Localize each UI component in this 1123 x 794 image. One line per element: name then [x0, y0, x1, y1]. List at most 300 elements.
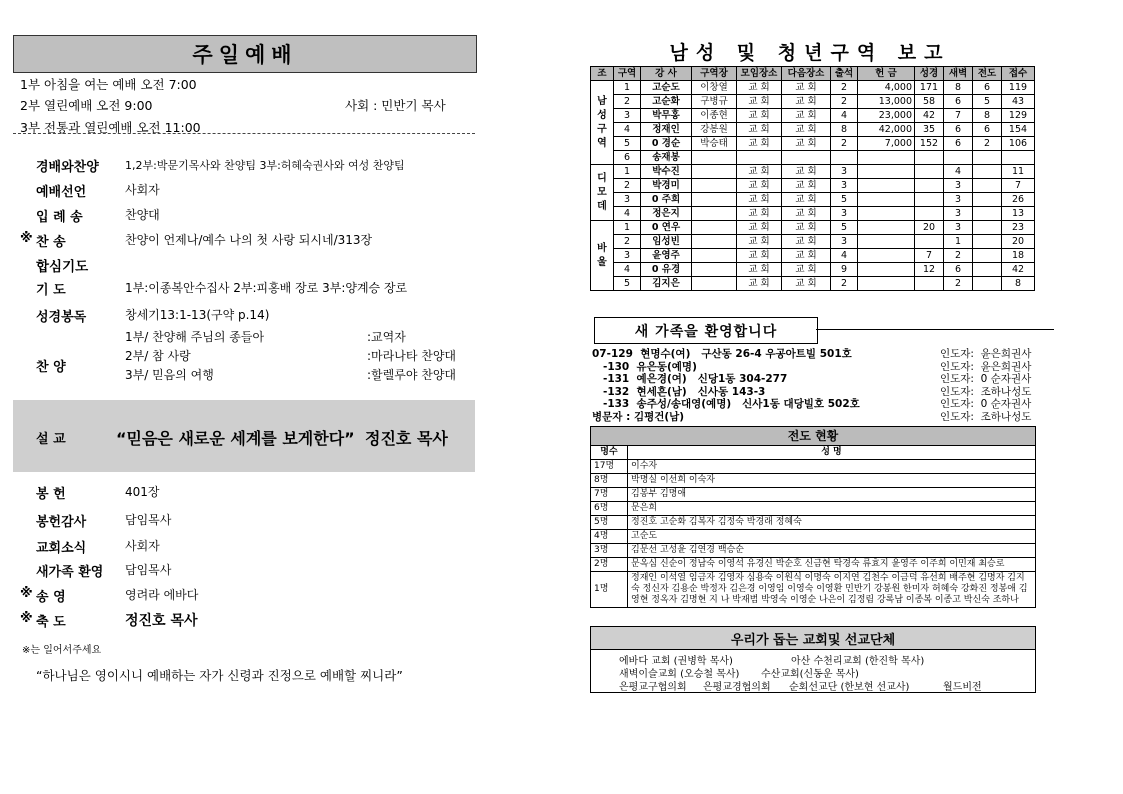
evangelism-names: 정진호 고순화 김복자 김정숙 박경래 정혜숙 [628, 516, 1036, 530]
table-cell: 23,000 [858, 109, 915, 123]
table-cell: 0 유경 [641, 263, 692, 277]
table-cell [692, 193, 737, 207]
table-cell: 6 [944, 95, 973, 109]
table-cell [915, 207, 944, 221]
table-cell: 교 회 [782, 277, 831, 291]
table-cell: 3 [614, 249, 641, 263]
table-cell: 3 [944, 207, 973, 221]
col-header: 성 명 [628, 446, 1036, 460]
table-cell: 8 [1002, 277, 1035, 291]
table-row [591, 460, 1036, 474]
evangelism-names: 김봉부 김명애 [628, 488, 1036, 502]
table-cell: 20 [1002, 235, 1035, 249]
table-cell: 교 회 [737, 193, 782, 207]
table-row [591, 95, 1035, 109]
table-cell: 6 [944, 263, 973, 277]
new-family-entry: 병문자 : 김평건(남) [592, 410, 685, 423]
mission-item: 은평교경협의회 [703, 682, 771, 693]
anthem-choir: :마라나타 찬양대 [367, 349, 457, 363]
new-family-guide: 인도자: 조하나성도 [940, 410, 1032, 423]
table-cell: 교 회 [737, 249, 782, 263]
col-header: 구역장 [692, 67, 737, 81]
col-header: 헌 금 [858, 67, 915, 81]
table-row [591, 263, 1035, 277]
table-cell [973, 179, 1002, 193]
order-value: 정진호 목사 [125, 613, 198, 629]
table-cell: 박수진 [641, 165, 692, 179]
table-cell [973, 165, 1002, 179]
table-cell: 3 [944, 221, 973, 235]
col-header: 모임장소 [737, 67, 782, 81]
table-cell: 교 회 [737, 123, 782, 137]
table-cell [973, 207, 1002, 221]
mission-item: 순회선교단 (한보현 선교사) [789, 682, 910, 693]
table-cell: 6 [944, 123, 973, 137]
table-cell: 교 회 [782, 221, 831, 235]
table-cell: 23 [1002, 221, 1035, 235]
table-cell [858, 249, 915, 263]
order-label: 입 례 송 [36, 210, 83, 225]
anthem-choir: :교역자 [367, 330, 406, 344]
col-header: 새벽 [944, 67, 973, 81]
table-cell: 26 [1002, 193, 1035, 207]
table-cell: 42 [915, 109, 944, 123]
table-cell: 152 [915, 137, 944, 151]
order-value: 영려라 에바다 [125, 588, 199, 602]
table-row [591, 179, 1035, 193]
table-cell [973, 263, 1002, 277]
table-cell: 4 [944, 165, 973, 179]
table-cell: 3 [831, 179, 858, 193]
table-row [591, 109, 1035, 123]
table-row [591, 277, 1035, 291]
order-value: 창세기13:1-13(구약 p.14) [125, 308, 270, 322]
table-cell: 임성빈 [641, 235, 692, 249]
table-cell [692, 179, 737, 193]
table-cell: 교 회 [737, 81, 782, 95]
col-header: 구역 [614, 67, 641, 81]
table-cell: 3 [614, 109, 641, 123]
table-row [591, 81, 1035, 95]
table-cell: 42,000 [858, 123, 915, 137]
order-value: 담임목사 [125, 513, 172, 527]
table-cell: 교 회 [782, 109, 831, 123]
table-cell [858, 221, 915, 235]
table-cell [973, 235, 1002, 249]
table-cell: 18 [1002, 249, 1035, 263]
table-cell [858, 165, 915, 179]
table-cell: 43 [1002, 95, 1035, 109]
table-row [591, 502, 1036, 516]
table-cell [858, 179, 915, 193]
table-cell: 교 회 [782, 123, 831, 137]
order-label: 성경봉독 [36, 310, 87, 325]
order-label: 기 도 [36, 283, 66, 298]
table-cell: 8 [973, 109, 1002, 123]
table-cell: 171 [915, 81, 944, 95]
table-cell: 5 [614, 277, 641, 291]
table-cell: 3 [831, 165, 858, 179]
presider: 사회 : 민반기 목사 [345, 98, 446, 113]
col-header: 성경 [915, 67, 944, 81]
table-cell: 교 회 [782, 95, 831, 109]
anthem-label: 찬 양 [36, 360, 66, 375]
table-cell: 교 회 [782, 249, 831, 263]
table-cell: 3 [831, 207, 858, 221]
table-cell: 42 [1002, 263, 1035, 277]
table-cell: 1 [614, 81, 641, 95]
stand-note: ※는 일어서주세요 [22, 645, 102, 656]
evangelism-table [590, 426, 1036, 608]
new-family-entry: -130 유은동(예명) [592, 360, 697, 373]
table-cell: 129 [1002, 109, 1035, 123]
table-cell: 119 [1002, 81, 1035, 95]
table-cell [915, 179, 944, 193]
new-family-entry: 07-129 현명수(여) 구산동 26-4 우공아트빌 501호 [592, 348, 852, 360]
table-cell [692, 151, 737, 165]
order-label: 송 영 [36, 590, 66, 605]
order-label: 봉헌감사 [36, 515, 87, 530]
stand-star: ※ [20, 611, 33, 626]
table-cell: 12 [915, 263, 944, 277]
table-row [591, 137, 1035, 151]
table-cell [858, 193, 915, 207]
table-cell: 교 회 [782, 207, 831, 221]
evangelism-title: 전도 현황 [591, 427, 1036, 446]
new-family-guide: 인도자: 0 순자권사 [940, 373, 1032, 385]
table-cell [915, 277, 944, 291]
table-cell [915, 165, 944, 179]
evangelism-count: 8명 [591, 474, 628, 488]
evangelism-names: 박명실 이선희 이숙자 [628, 474, 1036, 488]
table-row [591, 193, 1035, 207]
table-cell: 0 연우 [641, 221, 692, 235]
table-cell: 4 [614, 207, 641, 221]
table-row [591, 516, 1036, 530]
mission-item: 월드비전 [943, 682, 982, 693]
table-cell [973, 277, 1002, 291]
order-label: 합심기도 [36, 259, 89, 275]
table-cell: 정은지 [641, 207, 692, 221]
table-cell: 2 [831, 95, 858, 109]
table-cell: 교 회 [782, 179, 831, 193]
table-cell: 20 [915, 221, 944, 235]
order-value: 1부:이종복안수집사 2부:피홍배 장로 3부:양계승 장로 [125, 281, 408, 295]
col-header: 다음장소 [782, 67, 831, 81]
table-cell: 교 회 [737, 235, 782, 249]
order-value: 찬양대 [125, 208, 160, 222]
table-cell [915, 193, 944, 207]
table-cell: 0 주희 [641, 193, 692, 207]
table-cell: 3 [831, 235, 858, 249]
table-row [591, 165, 1035, 179]
table-cell [1002, 151, 1035, 165]
table-cell: 5 [973, 95, 1002, 109]
table-cell: 송재봉 [641, 151, 692, 165]
table-cell: 강봉원 [692, 123, 737, 137]
evangelism-count: 5명 [591, 516, 628, 530]
table-cell: 58 [915, 95, 944, 109]
new-family-guide: 인도자: 윤은희권사 [940, 348, 1032, 360]
table-cell: 정재인 [641, 123, 692, 137]
new-family-guide: 인도자: 윤은희권사 [940, 360, 1032, 373]
table-header-row [591, 446, 1036, 460]
evangelism-count: 6명 [591, 502, 628, 516]
table-row [591, 474, 1036, 488]
sermon-label: 설 교 [36, 432, 66, 447]
evangelism-names: 김문선 고성윤 김연경 백승순 [628, 544, 1036, 558]
order-label: 교회소식 [36, 541, 87, 556]
table-cell: 교 회 [737, 277, 782, 291]
table-cell: 3 [944, 179, 973, 193]
sermon-preacher: 정진호 목사 [365, 429, 448, 448]
table-cell: 2 [614, 95, 641, 109]
table-cell: 교 회 [737, 221, 782, 235]
table-cell: 7 [915, 249, 944, 263]
table-cell: 1 [944, 235, 973, 249]
table-cell [944, 151, 973, 165]
table-cell: 154 [1002, 123, 1035, 137]
table-cell: 6 [944, 137, 973, 151]
table-row [591, 249, 1035, 263]
table-cell: 교 회 [737, 95, 782, 109]
anthem-choir: :할렐루야 찬양대 [367, 368, 457, 382]
evangelism-names: 고순도 [628, 530, 1036, 544]
group-name: 바울 [591, 221, 614, 291]
table-cell: 1 [614, 165, 641, 179]
mission-item: 은평교구협의회 [619, 682, 687, 693]
mission-item: 새벽이슬교회 (오승철 목사) [619, 669, 740, 680]
new-family-guide: 인도자: 조하나성도 [940, 385, 1032, 398]
table-cell: 8 [831, 123, 858, 137]
table-cell [692, 165, 737, 179]
table-cell [973, 249, 1002, 263]
table-cell: 교 회 [737, 207, 782, 221]
group-name: 남성구역 [591, 81, 614, 165]
table-cell: 8 [944, 81, 973, 95]
table-cell: 교 회 [737, 165, 782, 179]
missions-title: 우리가 돕는 교회및 선교단체 [590, 626, 1036, 650]
table-cell: 고순화 [641, 95, 692, 109]
table-row [591, 235, 1035, 249]
table-cell: 박승태 [692, 137, 737, 151]
table-row [591, 207, 1035, 221]
table-cell [973, 221, 1002, 235]
table-cell: 3 [944, 193, 973, 207]
col-header: 출석 [831, 67, 858, 81]
table-cell: 4,000 [858, 81, 915, 95]
welcome-title: 새 가족을 환영합니다 [594, 317, 818, 344]
table-cell: 1 [614, 221, 641, 235]
table-cell: 교 회 [782, 137, 831, 151]
table-cell: 김지은 [641, 277, 692, 291]
table-cell: 박무홍 [641, 109, 692, 123]
table-cell: 7 [944, 109, 973, 123]
evangelism-names: 이수자 [628, 460, 1036, 474]
col-header: 명수 [591, 446, 628, 460]
order-label: 찬 송 [36, 235, 66, 250]
stand-star: ※ [20, 586, 33, 601]
report-table [590, 66, 1035, 291]
order-value: 사회자 [125, 539, 160, 553]
table-cell: 교 회 [737, 179, 782, 193]
table-cell [858, 235, 915, 249]
table-cell [831, 151, 858, 165]
table-cell: 4 [614, 123, 641, 137]
divider [816, 329, 1054, 330]
service-1: 1부 아침을 여는 예배 오전 7:00 [20, 77, 197, 92]
order-value: 1,2부:박문기목사와 찬양팀 3부:허혜숙권사와 여성 찬양팀 [125, 159, 405, 172]
order-label: 축 도 [36, 615, 66, 630]
table-cell: 2 [831, 277, 858, 291]
table-cell: 교 회 [782, 165, 831, 179]
table-row [591, 530, 1036, 544]
evangelism-names: 문은희 [628, 502, 1036, 516]
table-cell: 0 경순 [641, 137, 692, 151]
divider [13, 133, 475, 134]
table-cell [737, 151, 782, 165]
page-title: 주일예배 [13, 35, 477, 73]
order-label: 새가족 환영 [36, 565, 104, 580]
table-cell: 윤영주 [641, 249, 692, 263]
table-cell [692, 221, 737, 235]
mission-item: 에바다 교회 (권병학 목사) [619, 656, 733, 667]
service-3: 3부 전통과 열린예배 오전 11:00 [20, 120, 201, 135]
table-header-row [591, 67, 1035, 81]
evangelism-count: 4명 [591, 530, 628, 544]
table-cell: 2 [831, 81, 858, 95]
table-cell [782, 151, 831, 165]
table-header-row [591, 427, 1036, 446]
table-cell: 7,000 [858, 137, 915, 151]
table-cell: 2 [973, 137, 1002, 151]
service-2: 2부 열린예배 오전 9:00 [20, 98, 153, 113]
table-cell: 2 [614, 235, 641, 249]
table-cell: 고순도 [641, 81, 692, 95]
table-row [591, 488, 1036, 502]
table-row [591, 558, 1036, 572]
new-family-guide: 인도자: 0 순자권사 [940, 398, 1032, 410]
table-cell: 교 회 [782, 235, 831, 249]
table-cell: 2 [831, 137, 858, 151]
table-cell: 5 [831, 221, 858, 235]
table-cell: 박경미 [641, 179, 692, 193]
order-label: 경배와찬양 [36, 160, 99, 175]
table-cell [692, 235, 737, 249]
table-cell: 교 회 [737, 109, 782, 123]
table-cell: 6 [973, 123, 1002, 137]
table-cell: 4 [831, 249, 858, 263]
evangelism-names: 정재인 이석열 임금자 김영자 심용숙 이원식 이명숙 이지연 김천수 이금덕 유선희 배주현 김명자 김지숙 정신자 김용순 박정자 김은경 이영임 이영숙 이영환 민반기 강봉원 한미자 허혜숙 강화진 정봉애 김영현 정옥자 김명현 지 나 박재범 박영숙 이영순 나은이 김정림 강록남 이종복 이종고 박신숙 조하나 [628, 572, 1036, 608]
table-cell: 구병규 [692, 95, 737, 109]
order-value: 담임목사 [125, 563, 172, 577]
table-cell: 5 [831, 193, 858, 207]
table-cell [692, 263, 737, 277]
evangelism-count: 2명 [591, 558, 628, 572]
table-cell: 11 [1002, 165, 1035, 179]
table-cell: 이종현 [692, 109, 737, 123]
table-cell: 교 회 [737, 263, 782, 277]
evangelism-count: 17명 [591, 460, 628, 474]
table-cell: 7 [1002, 179, 1035, 193]
stand-star: ※ [20, 231, 33, 246]
table-cell: 교 회 [737, 137, 782, 151]
anthem-item: 2부/ 참 사랑 [125, 349, 191, 363]
table-cell: 교 회 [782, 193, 831, 207]
table-cell: 106 [1002, 137, 1035, 151]
table-cell: 2 [944, 249, 973, 263]
mission-item: 수산교회(신동운 목사) [761, 669, 859, 680]
table-cell: 4 [831, 109, 858, 123]
evangelism-count: 7명 [591, 488, 628, 502]
anthem-item: 1부/ 찬양해 주님의 종들아 [125, 330, 265, 344]
table-cell [915, 151, 944, 165]
evangelism-count: 1명 [591, 572, 628, 608]
table-cell: 4 [614, 263, 641, 277]
table-cell [692, 277, 737, 291]
table-cell: 2 [614, 179, 641, 193]
order-value: 401장 [125, 485, 160, 499]
sermon-title: “믿음은 새로운 세계를 보게한다” [116, 429, 355, 448]
new-family-entry: -132 현세흔(남) 신사동 143-3 [592, 385, 766, 398]
table-cell: 13,000 [858, 95, 915, 109]
table-cell: 3 [614, 193, 641, 207]
new-family-entry: -133 송주성/송대영(예명) 신사1동 대당빌호 502호 [592, 398, 860, 410]
table-row [591, 572, 1036, 608]
table-cell [973, 193, 1002, 207]
verse: “하나님은 영이시니 예배하는 자가 신령과 진정으로 예배할 찌니라” [36, 668, 403, 683]
report-title: 남성 및 청년구역 보고 [669, 42, 951, 64]
table-cell: 2 [944, 277, 973, 291]
evangelism-count: 3명 [591, 544, 628, 558]
table-cell [915, 235, 944, 249]
order-label: 예배선언 [36, 185, 87, 200]
table-cell: 9 [831, 263, 858, 277]
anthem-item: 3부/ 믿음의 여행 [125, 368, 214, 382]
table-cell: 교 회 [782, 263, 831, 277]
table-cell [692, 249, 737, 263]
table-cell [858, 151, 915, 165]
col-header: 접수 [1002, 67, 1035, 81]
table-cell: 35 [915, 123, 944, 137]
sermon-box [13, 400, 475, 472]
table-cell [858, 207, 915, 221]
table-cell [858, 263, 915, 277]
table-cell: 13 [1002, 207, 1035, 221]
order-value: 사회자 [125, 183, 160, 197]
table-row [591, 123, 1035, 137]
table-cell [858, 277, 915, 291]
table-row [591, 544, 1036, 558]
table-cell: 6 [973, 81, 1002, 95]
evangelism-names: 문옥심 신순이 정남숙 이영석 유경신 박순호 신금현 탁경숙 류효지 윤영주 이주희 이민재 최승로 [628, 558, 1036, 572]
group-name: 디모데 [591, 165, 614, 221]
table-cell [692, 207, 737, 221]
new-family-entry: -131 예은경(여) 신당1동 304-277 [592, 373, 788, 385]
missions-list [590, 649, 1036, 693]
table-cell: 교 회 [782, 81, 831, 95]
mission-item: 아산 수천리교회 (한진학 목사) [791, 656, 925, 667]
order-value: 찬양이 언제나/예수 나의 첫 사랑 되시네/313장 [125, 233, 373, 247]
table-cell: 이창열 [692, 81, 737, 95]
table-row [591, 221, 1035, 235]
table-row [591, 151, 1035, 165]
col-header: 전도 [973, 67, 1002, 81]
table-cell: 5 [614, 137, 641, 151]
col-header: 조 [591, 67, 614, 81]
table-cell [973, 151, 1002, 165]
col-header: 강 사 [641, 67, 692, 81]
